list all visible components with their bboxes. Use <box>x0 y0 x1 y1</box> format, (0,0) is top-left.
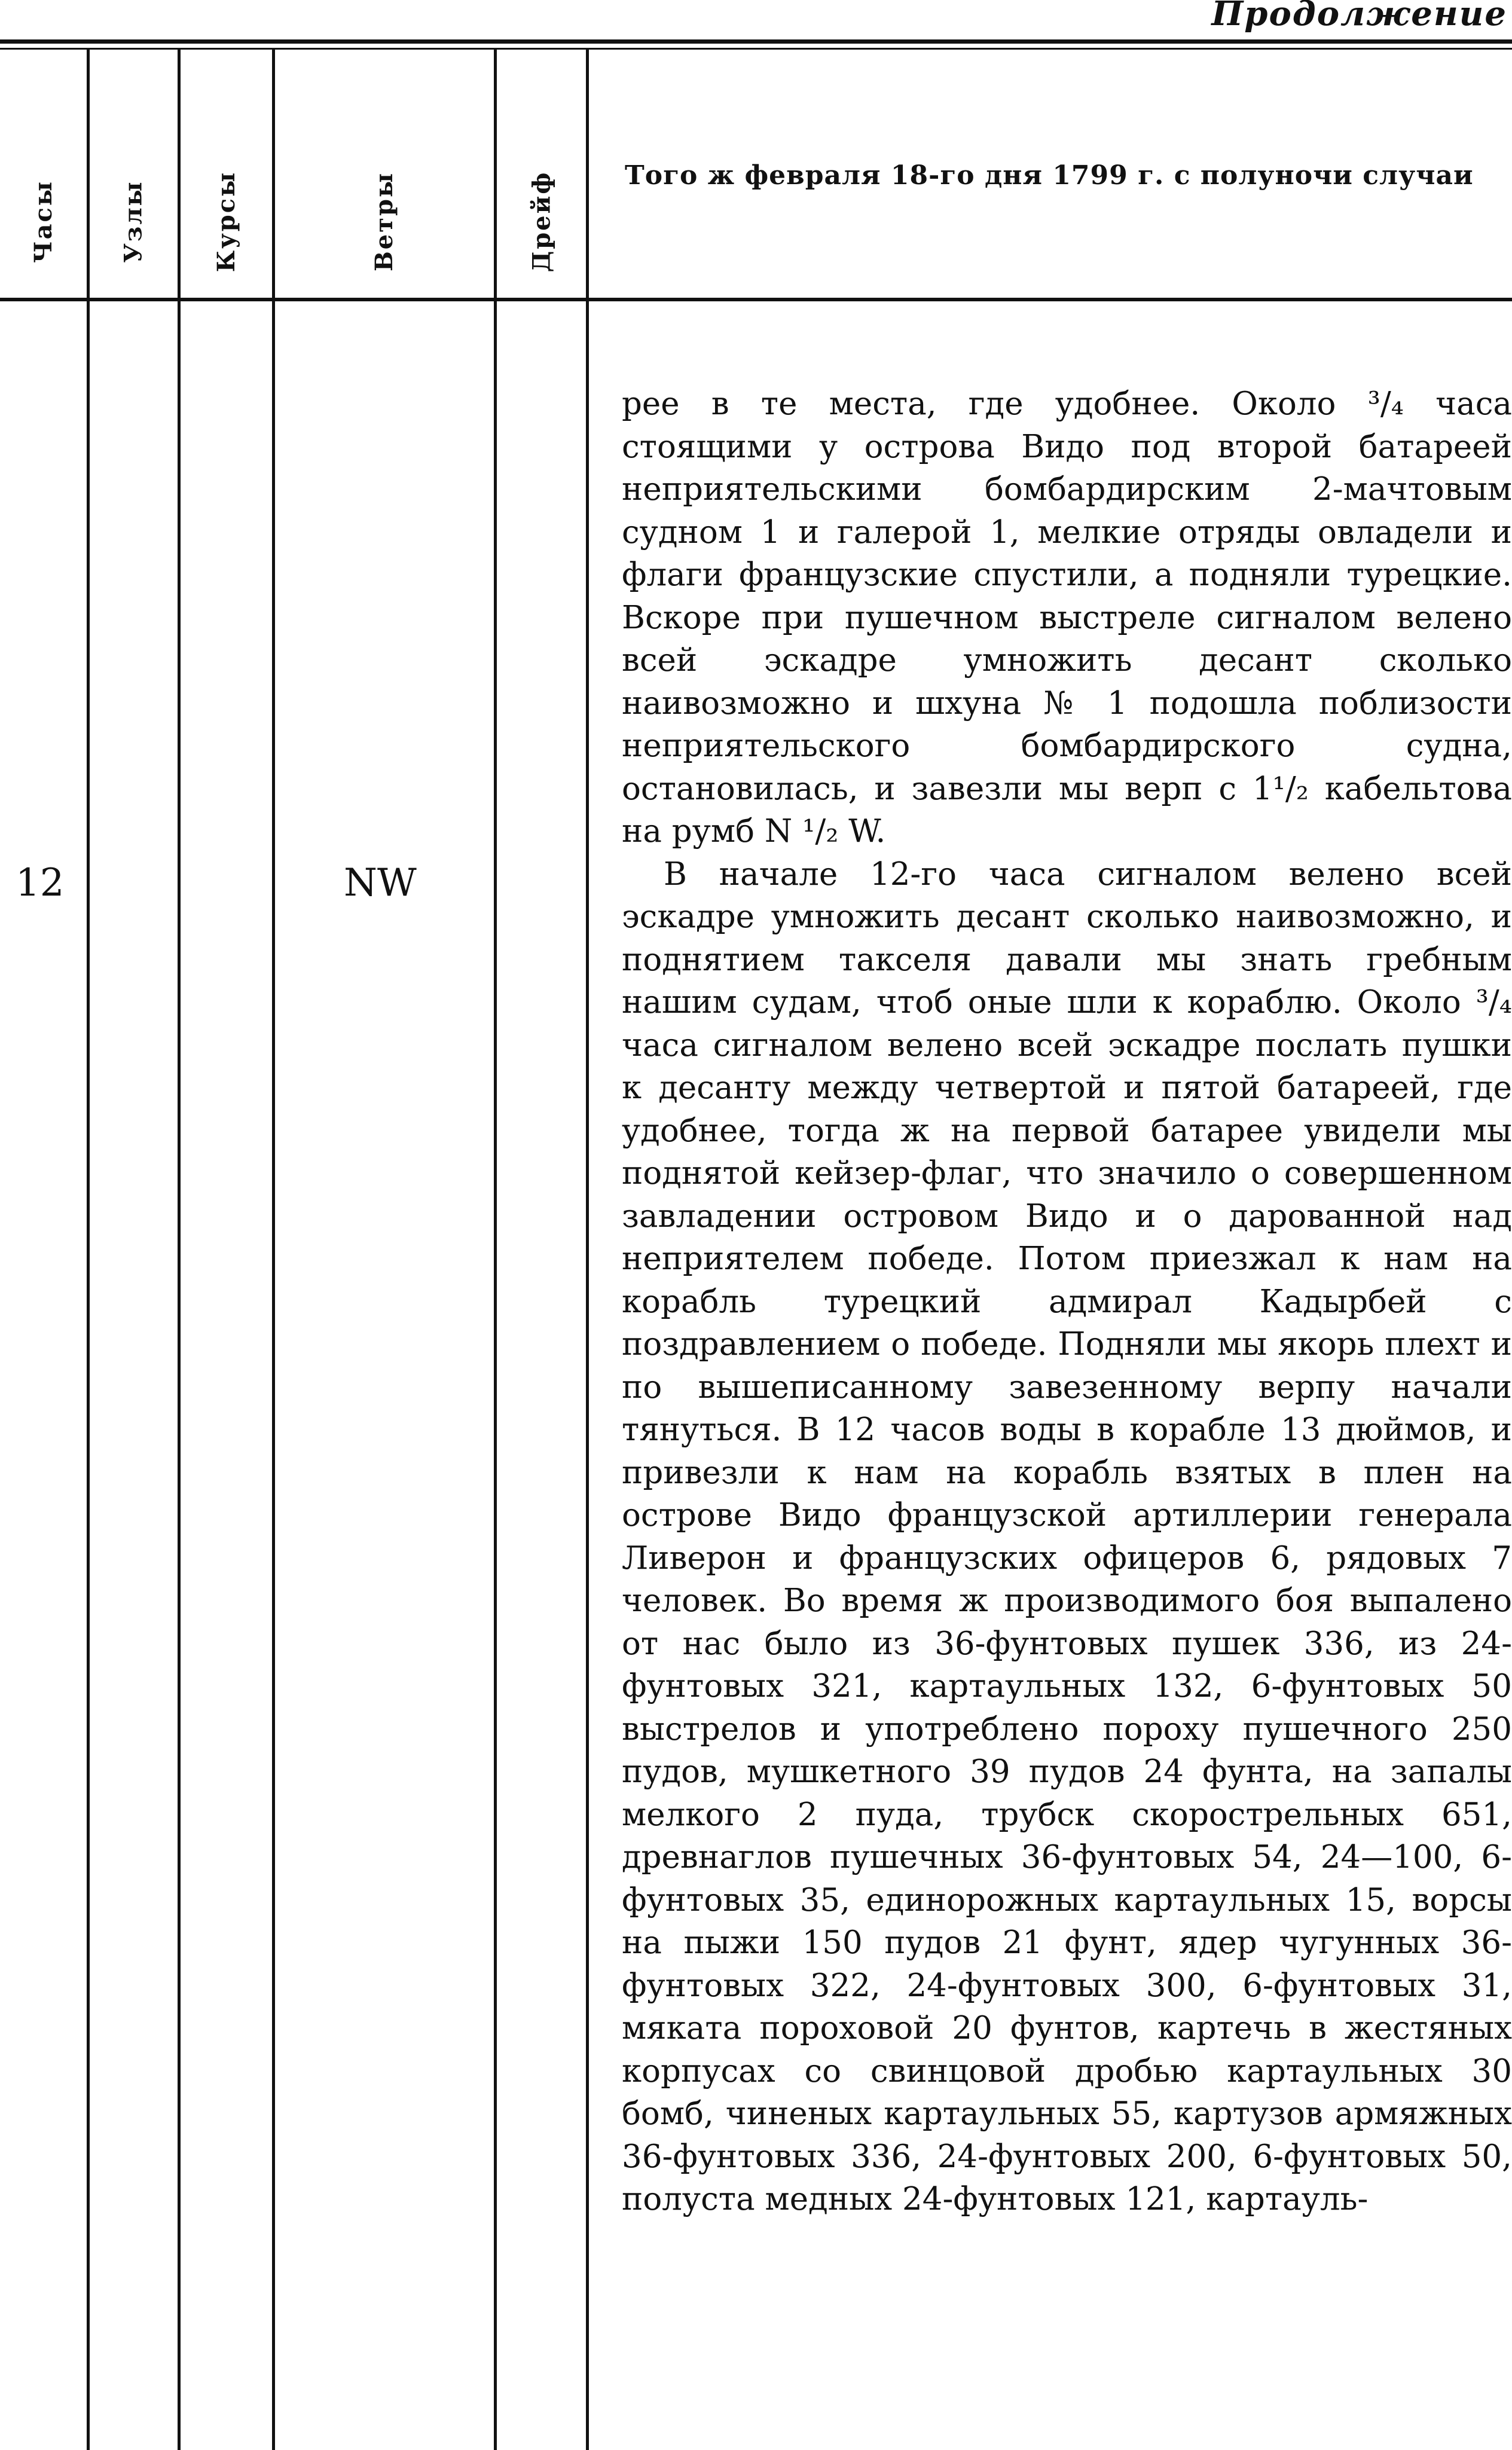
continuation-label: Продолжение <box>1211 0 1507 33</box>
header-top-rule-thin <box>0 48 1512 50</box>
column-divider <box>178 48 181 2450</box>
column-header-knots: Узлы <box>119 179 148 263</box>
column-header-courses: Курсы <box>212 170 241 272</box>
events-paragraph: В начале 12-го часа сигналом велено всей эскадре умножить десант сколько наивозможно, и поднятием такселя давали мы знать гребным нашим судам, чтоб оные шли к кораблю. Около ³/₄ часа сигналом велено всей эскадре послать пушки к десанту между четвертой и пятой батареей, где удобнее, тогда ж на первой батарее увидели мы поднятой кейзер-флаг, что значило о совершенном завладении островом Видо и о дарованной над неприятелем победе. Потом приезжал к нам на корабль турецкий адмирал Кадырбей с поздравлением о победе. Подняли мы якорь плехт и по вышеписанному завезенному верпу начали тянуться. В 12 часов воды в корабле 13 дюймов, и привезли к нам на корабль взятых в плен на острове Видо французской артиллерии генерала Ливерон и французских офицеров 6, рядовых 7 человек. Во время ж производимого боя выпалено от нас было из 36-фунтовых пушек 336, из 24-фунтовых 321, картаульных 132, 6-фунтовых 50 выстрелов и употреблено пороху пушечного 250 пудов, мушкетного 39 пудов 24 фунта, на запалы мелкого 2 пуда, трубск скорострельных 651, древнаглов пушечных 36-фунтовых 54, 24—100, 6-фунтовых 35, единорожных картаульных 15, ворсы на пыжи 150 пудов 21 фунт, ядер чугунных 36-фунтовых 322, 24-фунтовых 300, 6-фунтовых 31, мяката пороховой 20 фунтов, картечь в жестяных корпусах со свинцовой дробью картаульных 30 бомб, чиненых картаульных 55, картузов армяжных 36-фунтовых 336, 24-фунтовых 200, 6-фунтовых 50, полуста медных 24-фунтовых 121, картауль- <box>622 856 1512 2217</box>
events-paragraph: рее в те места, где удобнее. Около ³/₄ часа стоящими у острова Видо под второй батареей неприятельскими бомбардирским 2-мачтовым судном 1 и галерой 1, мелкие отряды овладели и флаги французские спустили, а подняли турецкие. Вскоре при пушечном выстреле сигналом велено всей эскадре умножить десант сколько наивозможно и шхуна № 1 подошла поблизости неприятельского бомбардирского судна, остановилась, и завезли мы верп с 1¹/₂ кабельтова на румб N ¹/₂ W. <box>622 386 1512 850</box>
column-header-drift: Дрейф <box>527 170 556 272</box>
column-divider <box>586 48 589 2450</box>
column-header-winds: Ветры <box>370 171 399 271</box>
column-divider <box>494 48 497 2450</box>
events-column-header: Того ж февраля 18-го дня 1799 г. с полуночи случаи <box>625 160 1474 191</box>
column-divider <box>272 48 275 2450</box>
hours-cell: 12 <box>16 861 65 905</box>
column-header-hours: Часы <box>29 179 57 263</box>
winds-cell: NW <box>344 861 417 905</box>
events-text <box>622 383 1512 2439</box>
column-divider <box>87 48 90 2450</box>
header-top-rule <box>0 39 1512 44</box>
